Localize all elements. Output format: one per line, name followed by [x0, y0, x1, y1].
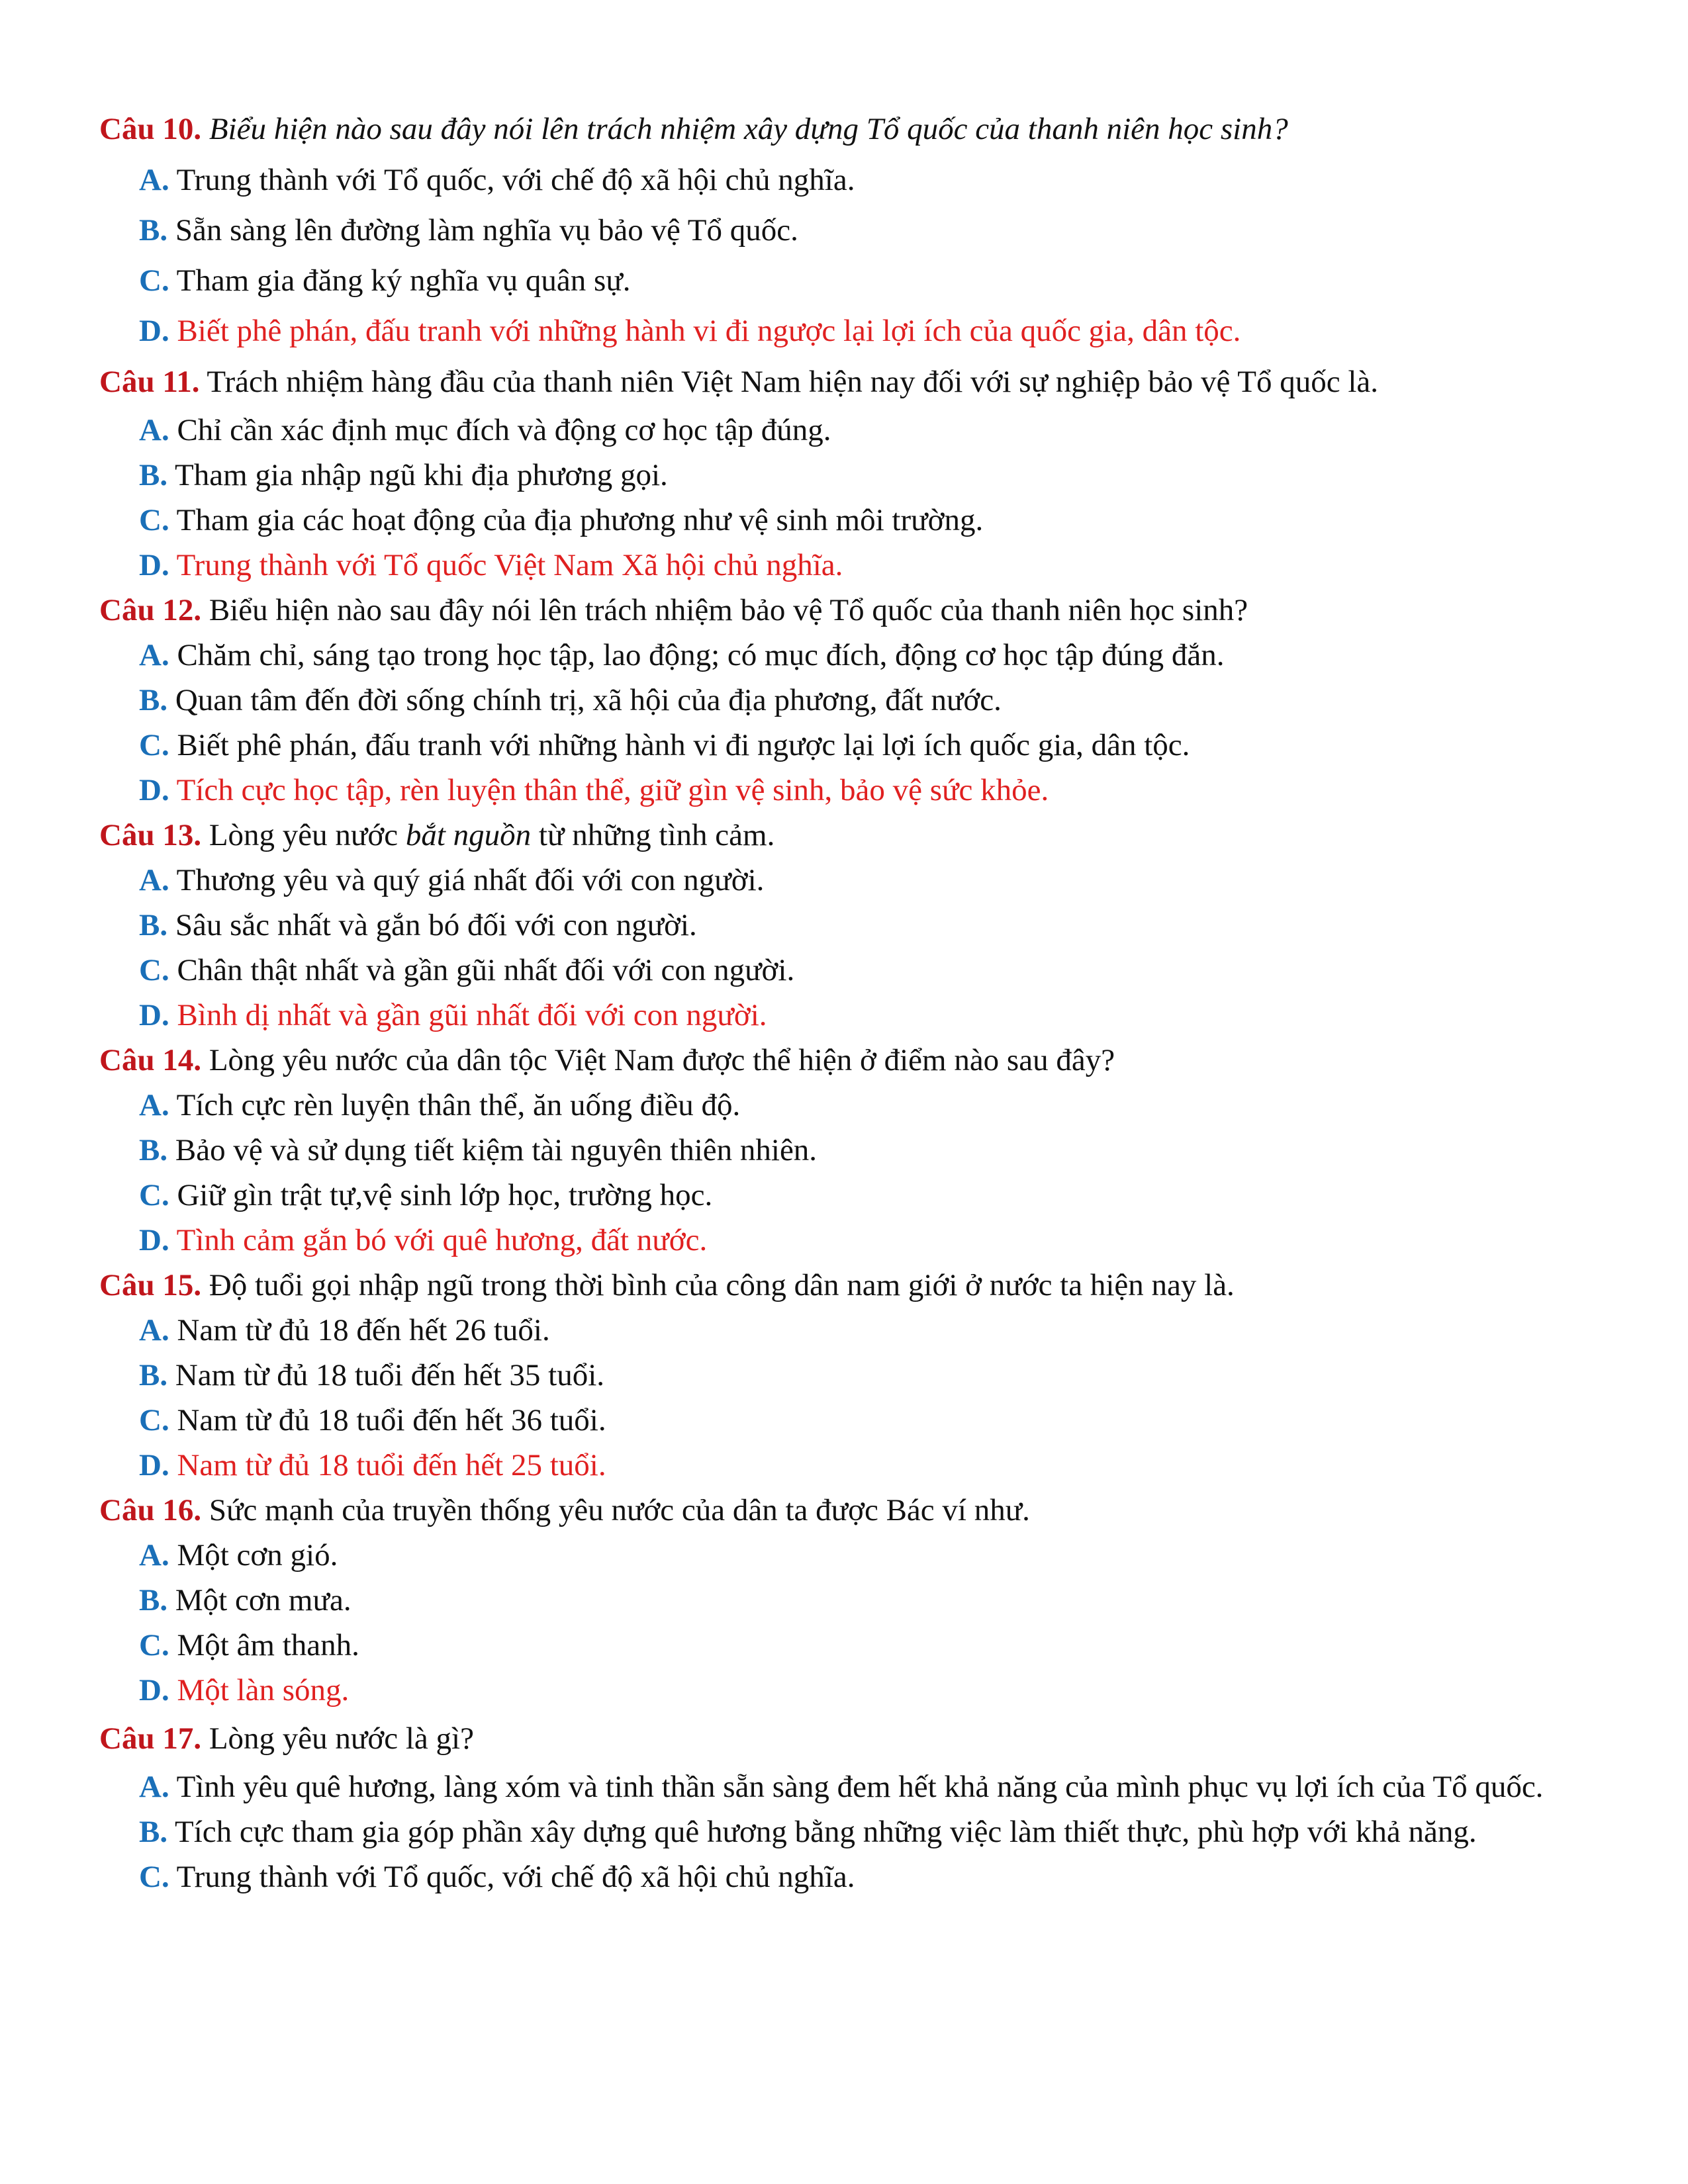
option-text: Sẵn sàng lên đường làm nghĩa vụ bảo vệ Tổ quốc. — [167, 213, 798, 248]
option-d — [99, 768, 1589, 813]
option-b — [99, 1578, 1589, 1623]
option-b — [99, 205, 1589, 255]
option-letter: D. — [139, 1673, 169, 1707]
option-a — [99, 1083, 1589, 1128]
question-text: Lòng yêu nước của dân tộc Việt Nam được thể hiện ở điểm nào sau đây? — [201, 1043, 1115, 1077]
option-b — [99, 1353, 1589, 1398]
option-text: Biết phê phán, đấu tranh với những hành vi đi ngược lại lợi ích quốc gia, dân tộc. — [169, 728, 1190, 762]
option-a — [99, 1764, 1589, 1809]
option-text: Chân thật nhất và gần gũi nhất đối với con người. — [169, 953, 795, 987]
option-b — [99, 1128, 1589, 1173]
question-number: Câu 10. — [99, 112, 202, 146]
question-number: Câu 11. — [99, 365, 200, 399]
option-text: Bảo vệ và sử dụng tiết kiệm tài nguyên thiên nhiên. — [167, 1133, 818, 1167]
option-letter: D. — [139, 773, 169, 807]
option-text: Một cơn gió. — [169, 1538, 338, 1572]
option-letter: B. — [139, 1133, 168, 1167]
option-a — [99, 858, 1589, 903]
question-title — [99, 588, 1589, 633]
question-title — [99, 1713, 1589, 1764]
option-letter: D. — [139, 548, 169, 582]
question-14 — [99, 1038, 1589, 1263]
question-10 — [99, 103, 1589, 356]
option-d — [99, 1218, 1589, 1263]
question-text: Sức mạnh của truyền thống yêu nước của dân ta được Bác ví như. — [201, 1493, 1030, 1527]
option-text: Tham gia các hoạt động của địa phương như vệ sinh môi trường. — [169, 503, 984, 537]
question-title — [99, 356, 1589, 408]
question-number: Câu 15. — [99, 1268, 202, 1302]
option-c — [99, 1398, 1589, 1443]
question-number: Câu 17. — [99, 1721, 202, 1756]
option-b — [99, 678, 1589, 723]
question-15 — [99, 1263, 1589, 1488]
option-text: Giữ gìn trật tự,vệ sinh lớp học, trường học. — [169, 1178, 713, 1212]
option-letter: C. — [139, 953, 169, 987]
option-text-correct: Biết phê phán, đấu tranh với những hành vi đi ngược lại lợi ích của quốc gia, dân tộc. — [169, 314, 1241, 348]
option-d — [99, 306, 1589, 356]
option-letter: C. — [139, 1860, 169, 1894]
option-letter: B. — [139, 683, 168, 717]
option-text: Tham gia nhập ngũ khi địa phương gọi. — [167, 458, 668, 492]
option-letter: D. — [139, 314, 169, 348]
option-text: Tích cực tham gia góp phần xây dựng quê hương bằng những việc làm thiết thực, phù hợp với khả năng. — [167, 1815, 1477, 1849]
option-c — [99, 948, 1589, 993]
option-c — [99, 1173, 1589, 1218]
option-text: Thương yêu và quý giá nhất đối với con người. — [169, 863, 765, 897]
option-a — [99, 1308, 1589, 1353]
question-title — [99, 1488, 1589, 1533]
option-a — [99, 633, 1589, 678]
option-text: Tình yêu quê hương, làng xóm và tinh thần sẵn sàng đem hết khả năng của mình phục vụ lợi ích của Tổ quốc. — [169, 1770, 1544, 1804]
option-letter: C. — [139, 1628, 169, 1662]
question-text: Biểu hiện nào sau đây nói lên trách nhiệm xây dựng Tổ quốc của thanh niên học sinh? — [201, 112, 1288, 146]
question-number: Câu 12. — [99, 593, 202, 627]
option-letter: C. — [139, 263, 169, 298]
option-text-correct: Bình dị nhất và gần gũi nhất đối với con người. — [169, 998, 767, 1032]
option-text: Một cơn mưa. — [167, 1583, 352, 1617]
option-text: Chăm chỉ, sáng tạo trong học tập, lao động; có mục đích, động cơ học tập đúng đắn. — [169, 638, 1225, 672]
option-c — [99, 255, 1589, 306]
option-letter: A. — [139, 413, 169, 447]
option-text: Chỉ cần xác định mục đích và động cơ học tập đúng. — [169, 413, 831, 447]
option-b — [99, 903, 1589, 948]
question-title — [99, 103, 1589, 155]
option-text: Sâu sắc nhất và gắn bó đối với con người. — [167, 908, 697, 942]
question-title — [99, 813, 1589, 858]
option-text: Một âm thanh. — [169, 1628, 359, 1662]
option-text-correct: Một làn sóng. — [169, 1673, 350, 1707]
question-text: Trách nhiệm hàng đầu của thanh niên Việt Nam hiện nay đối với sự nghiệp bảo vệ Tổ quốc là. — [199, 365, 1378, 399]
option-c — [99, 723, 1589, 768]
question-13 — [99, 813, 1589, 1038]
question-title — [99, 1263, 1589, 1308]
option-d — [99, 993, 1589, 1038]
question-number: Câu 14. — [99, 1043, 202, 1077]
question-11 — [99, 356, 1589, 588]
option-letter: B. — [139, 1583, 168, 1617]
option-letter: A. — [139, 1538, 169, 1572]
option-letter: C. — [139, 1178, 169, 1212]
option-letter: C. — [139, 728, 169, 762]
option-text: Nam từ đủ 18 tuổi đến hết 35 tuổi. — [167, 1358, 605, 1392]
option-text-correct: Trung thành với Tổ quốc Việt Nam Xã hội chủ nghĩa. — [169, 548, 843, 582]
option-letter: D. — [139, 1448, 169, 1482]
option-letter: C. — [139, 1403, 169, 1437]
option-letter: A. — [139, 1770, 169, 1804]
option-c — [99, 498, 1589, 543]
option-b — [99, 1809, 1589, 1854]
question-text: Độ tuổi gọi nhập ngũ trong thời bình của công dân nam giới ở nước ta hiện nay là. — [201, 1268, 1235, 1302]
question-16 — [99, 1488, 1589, 1713]
option-letter: A. — [139, 1088, 169, 1122]
option-letter: D. — [139, 1223, 169, 1257]
question-17 — [99, 1713, 1589, 1899]
option-c — [99, 1854, 1589, 1899]
option-letter: C. — [139, 503, 169, 537]
option-text-correct: Nam từ đủ 18 tuổi đến hết 25 tuổi. — [169, 1448, 606, 1482]
option-letter: B. — [139, 908, 168, 942]
option-letter: B. — [139, 458, 168, 492]
option-text: Tham gia đăng ký nghĩa vụ quân sự. — [169, 263, 631, 298]
document-page — [99, 99, 1589, 1899]
option-a — [99, 1533, 1589, 1578]
option-b — [99, 453, 1589, 498]
question-text-italic: bắt nguồn — [405, 818, 532, 852]
question-title — [99, 1038, 1589, 1083]
option-text-correct: Tình cảm gắn bó với quê hương, đất nước. — [169, 1223, 708, 1257]
option-d — [99, 543, 1589, 588]
question-text: Lòng yêu nước là gì? — [201, 1721, 474, 1756]
option-letter: B. — [139, 213, 168, 248]
question-number: Câu 16. — [99, 1493, 202, 1527]
option-letter: A. — [139, 863, 169, 897]
question-number: Câu 13. — [99, 818, 202, 852]
option-letter: B. — [139, 1358, 168, 1392]
option-letter: A. — [139, 1313, 169, 1347]
option-text-correct: Tích cực học tập, rèn luyện thân thể, giữ gìn vệ sinh, bảo vệ sức khỏe. — [169, 773, 1049, 807]
option-a — [99, 408, 1589, 453]
question-12 — [99, 588, 1589, 813]
option-text: Tích cực rèn luyện thân thể, ăn uống điều độ. — [169, 1088, 741, 1122]
option-letter: D. — [139, 998, 169, 1032]
option-letter: B. — [139, 1815, 168, 1849]
option-text: Quan tâm đến đời sống chính trị, xã hội của địa phương, đất nước. — [167, 683, 1002, 717]
option-text: Nam từ đủ 18 đến hết 26 tuổi. — [169, 1313, 550, 1347]
question-text: Biểu hiện nào sau đây nói lên trách nhiệm bảo vệ Tổ quốc của thanh niên học sinh? — [201, 593, 1248, 627]
option-letter: A. — [139, 638, 169, 672]
option-text: Trung thành với Tổ quốc, với chế độ xã hội chủ nghĩa. — [169, 163, 855, 197]
option-letter: A. — [139, 163, 169, 197]
option-c — [99, 1623, 1589, 1668]
option-text: Nam từ đủ 18 tuổi đến hết 36 tuổi. — [169, 1403, 606, 1437]
question-text: từ những tình cảm. — [531, 818, 775, 852]
option-d — [99, 1443, 1589, 1488]
option-d — [99, 1668, 1589, 1713]
question-text: Lòng yêu nước — [201, 818, 406, 852]
option-text: Trung thành với Tổ quốc, với chế độ xã hội chủ nghĩa. — [169, 1860, 855, 1894]
option-a — [99, 155, 1589, 205]
